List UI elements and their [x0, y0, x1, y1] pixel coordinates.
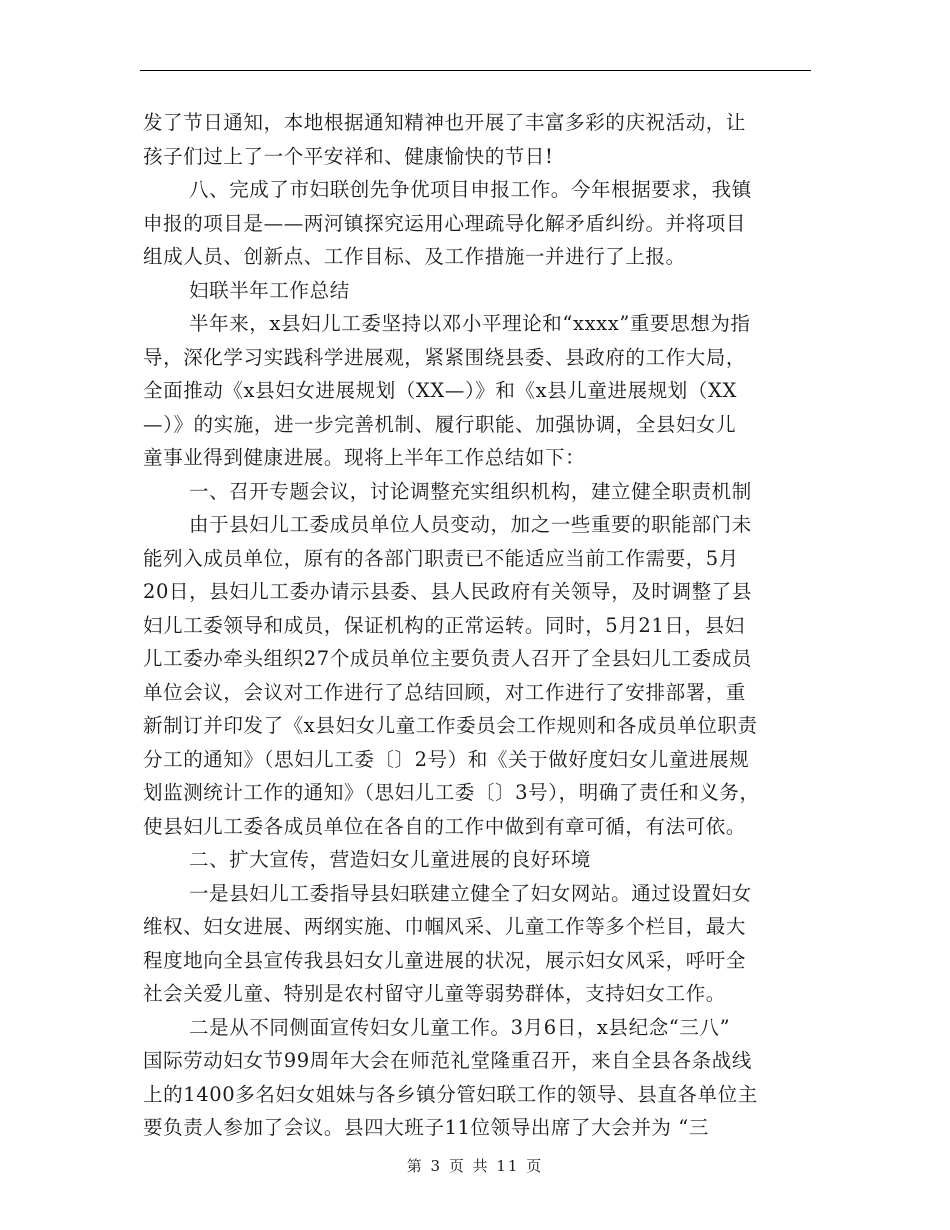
text-line: 上的1400多名妇女姐妹与各乡镇分管妇联工作的领导、县直各单位主 [143, 1082, 758, 1106]
text-line: 维权、妇女进展、两纲实施、巾帼风采、儿童工作等多个栏目，最大 [143, 915, 747, 938]
text-line: 导，深化学习实践科学进展观，紧紧围绕县委、县政府的工作大局， [143, 345, 747, 369]
document-body [143, 106, 823, 1145]
text-line: 组成人员、创新点、工作目标、及工作措施一并进行了上报。 [143, 245, 686, 268]
text-line: 国际劳动妇女节99周年大会在师范礼堂隆重召开，来自全县各条战线 [143, 1049, 752, 1072]
text-line: 儿工委办牵头组织27个成员单位主要负责人召开了全县妇儿工委成员 [143, 647, 752, 670]
text-line: 程度地向全县宣传我县妇女儿童进展的状况，展示妇女风采，呼吁全 [143, 948, 747, 972]
text-line: 妇儿工委领导和成员，保证机构的正常运转。同时，5月21日，县妇 [143, 613, 745, 637]
text-line: 新制订并印发了《x县妇女儿童工作委员会工作规则和各成员单位职责 [143, 714, 758, 737]
text-line: 单位会议，会议对工作进行了总结回顾，对工作进行了安排部署，重 [143, 680, 747, 704]
text-line: 半年来，x县妇儿工委坚持以邓小平理论和“xxxx”重要思想为指 [189, 312, 751, 335]
text-line: 童事业得到健康进展。现将上半年工作总结如下： [143, 446, 586, 469]
text-line: 能列入成员单位，原有的各部门职责已不能适应当前工作需要，5月 [143, 546, 739, 570]
text-line: 孩子们过上了一个平安祥和、健康愉快的节日! [143, 144, 554, 168]
text-line: 八、完成了市妇联创先争优项目申报工作。今年根据要求，我镇 [189, 178, 752, 201]
text-line: 妇联半年工作总结 [189, 278, 350, 302]
text-line: 二、扩大宣传，营造妇女儿童进展的良好环境 [189, 848, 592, 871]
page-footer: 第 3 页 共 11 页 [406, 1157, 544, 1175]
text-line: 20日，县妇儿工委办请示县委、县人民政府有关领导，及时调整了县 [143, 580, 752, 603]
text-line: 申报的项目是——两河镇探究运用心理疏导化解矛盾纠纷。并将项目 [143, 211, 747, 235]
text-line: 全面推动《x县妇女进展规划（XX—）》和《x县儿童进展规划（XX [143, 379, 737, 402]
text-line: 分工的通知》（思妇儿工委〔〕2号）和《关于做好度妇女儿童进展规 [143, 747, 750, 771]
text-line: 由于县妇儿工委成员单位人员变动，加之一些重要的职能部门未 [189, 513, 752, 536]
text-line: 使县妇儿工委各成员单位在各自的工作中做到有章可循，有法可依。 [143, 814, 747, 838]
text-line: 一是县妇儿工委指导县妇联建立健全了妇女网站。通过设置妇女 [189, 881, 752, 905]
text-line: —）》的实施，进一步完善机制、履行职能、加强协调，全县妇女儿 [143, 412, 737, 436]
header-rule [140, 70, 811, 71]
text-line: 二是从不同侧面宣传妇女儿童工作。3月6日，x县纪念“三八” [189, 1015, 731, 1039]
text-line: 社会关爱儿童、特别是农村留守儿童等弱势群体，支持妇女工作。 [143, 982, 726, 1005]
text-line: 发了节日通知，本地根据通知精神也开展了丰富多彩的庆祝活动，让 [143, 111, 747, 134]
text-line: 要负责人参加了会议。县四大班子11位领导出席了大会并为 “三 [143, 1116, 709, 1139]
text-line: 划监测统计工作的通知》（思妇儿工委〔〕3号），明确了责任和义务， [143, 781, 760, 804]
text-line: 一、召开专题会议，讨论调整充实组织机构，建立健全职责机制 [189, 479, 752, 503]
